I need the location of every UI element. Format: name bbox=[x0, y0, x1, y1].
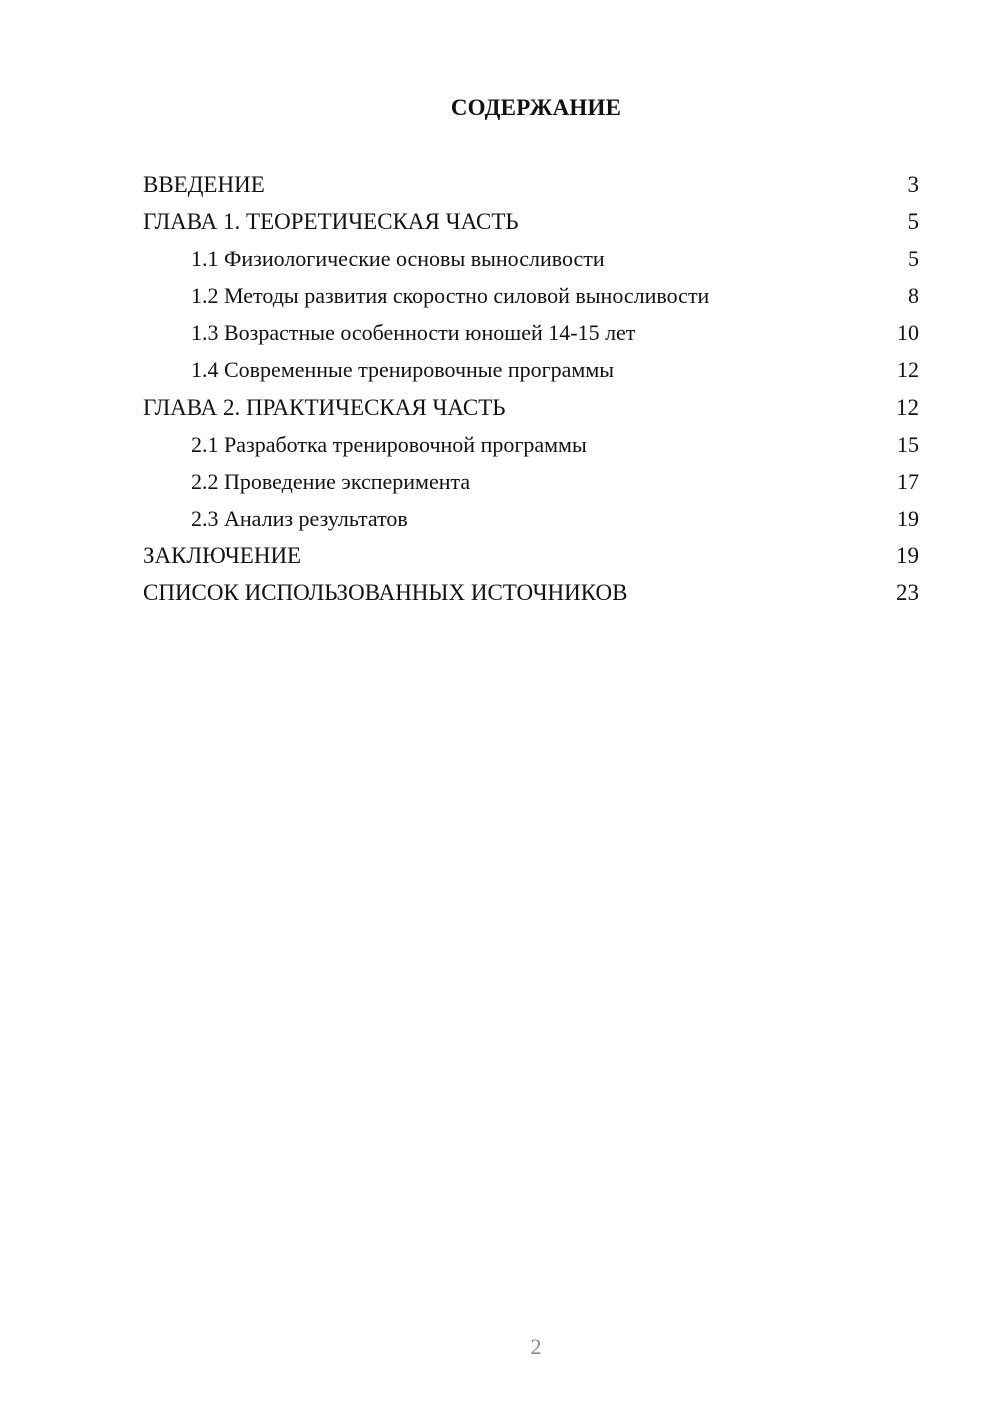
toc-entry-references[interactable] bbox=[143, 574, 919, 611]
toc-entry-section-2-3[interactable] bbox=[143, 500, 919, 537]
toc-entry-page: 19 bbox=[896, 542, 919, 568]
toc-entry-label: 1.3 Возрастные особенности юношей 14-15 лет bbox=[191, 320, 636, 346]
toc-entry-page: 10 bbox=[897, 320, 919, 346]
toc-entry-page: 5 bbox=[907, 209, 919, 235]
toc-entry-label: ГЛАВА 1. ТЕОРЕТИЧЕСКАЯ ЧАСТЬ bbox=[143, 209, 519, 235]
page-number: 2 bbox=[530, 1334, 542, 1359]
toc-entry-page: 17 bbox=[897, 468, 919, 494]
toc-entry-label: 2.3 Анализ результатов bbox=[191, 505, 408, 531]
toc-entry-chapter-2[interactable] bbox=[143, 389, 919, 426]
toc-entry-page: 3 bbox=[907, 172, 919, 197]
toc-entry-label: 2.1 Разработка тренировочной программы bbox=[191, 431, 587, 457]
table-of-contents bbox=[143, 166, 919, 611]
toc-entry-label: 1.1 Физиологические основы выносливости bbox=[191, 246, 605, 272]
toc-entry-page: 5 bbox=[908, 246, 919, 272]
toc-entry-conclusion[interactable] bbox=[143, 537, 919, 574]
toc-entry-section-2-1[interactable] bbox=[143, 426, 919, 463]
toc-entry-introduction[interactable] bbox=[143, 166, 919, 203]
toc-entry-page: 15 bbox=[897, 431, 919, 457]
toc-entry-section-1-2[interactable] bbox=[143, 277, 919, 314]
toc-entry-section-1-3[interactable] bbox=[143, 314, 919, 351]
toc-entry-page: 12 bbox=[896, 394, 919, 420]
toc-entry-page: 19 bbox=[897, 505, 919, 531]
toc-entry-section-2-2[interactable] bbox=[143, 463, 919, 500]
toc-entry-page: 12 bbox=[897, 357, 919, 383]
page-title: СОДЕРЖАНИЕ bbox=[450, 95, 622, 120]
toc-entry-label: СПИСОК ИСПОЛЬЗОВАННЫХ ИСТОЧНИКОВ bbox=[143, 580, 628, 606]
toc-entry-label: 1.2 Методы развития скоростно силовой выносливости bbox=[191, 283, 710, 309]
toc-entry-label: ГЛАВА 2. ПРАКТИЧЕСКАЯ ЧАСТЬ bbox=[143, 394, 506, 420]
toc-entry-label: ВВЕДЕНИЕ bbox=[143, 172, 265, 197]
toc-entry-label: 1.4 Современные тренировочные программы bbox=[191, 357, 615, 383]
toc-entry-label: ЗАКЛЮЧЕНИЕ bbox=[143, 542, 302, 568]
toc-entry-chapter-1[interactable] bbox=[143, 203, 919, 240]
toc-entry-page: 23 bbox=[896, 580, 919, 606]
toc-entry-section-1-1[interactable] bbox=[143, 240, 919, 277]
toc-entry-page: 8 bbox=[908, 283, 919, 309]
toc-entry-section-1-4[interactable] bbox=[143, 351, 919, 388]
toc-entry-label: 2.2 Проведение эксперимента bbox=[191, 468, 471, 494]
